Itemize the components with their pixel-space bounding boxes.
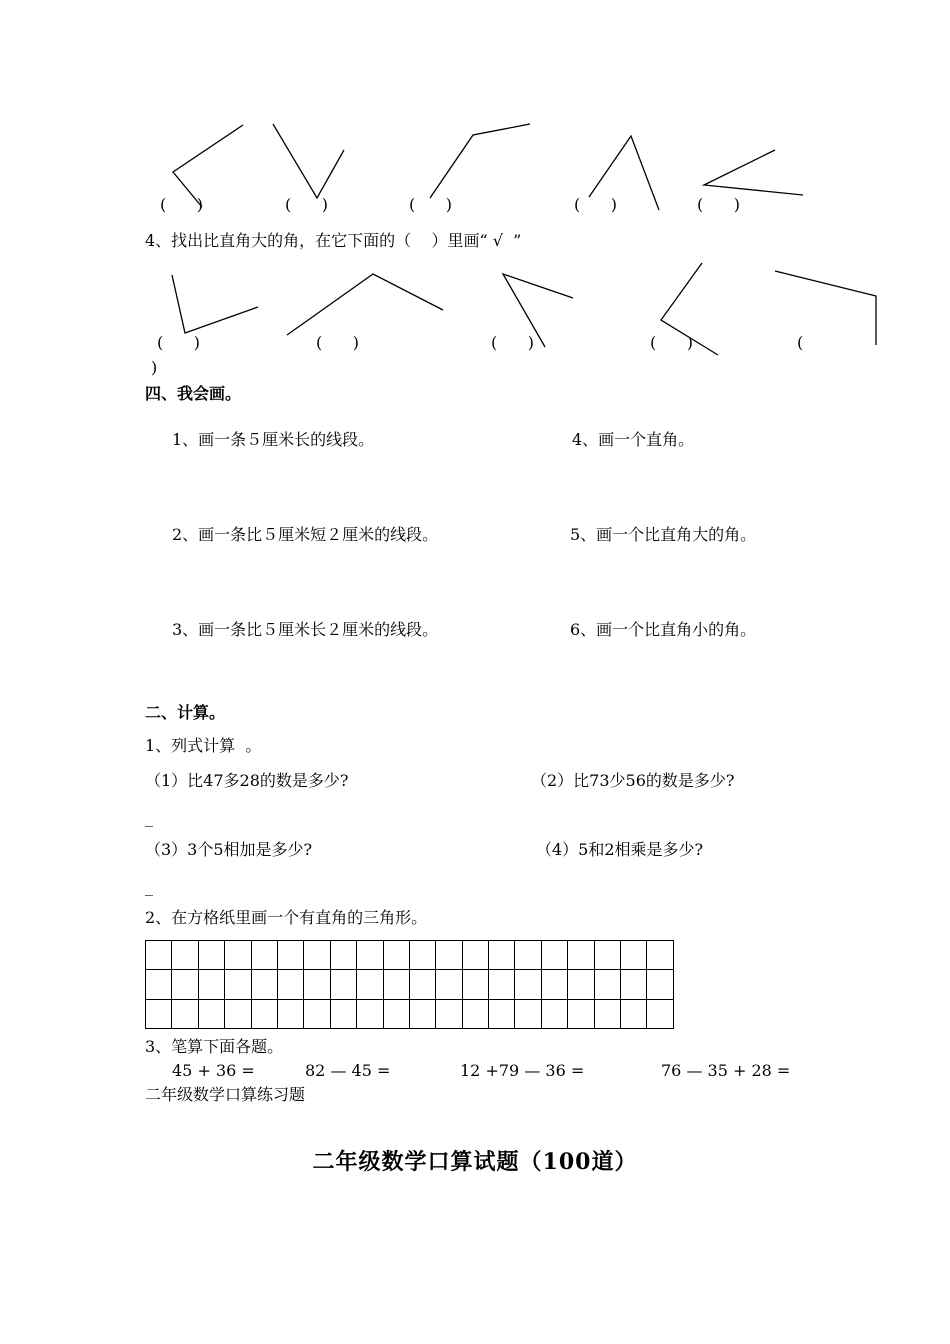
grid-cell[interactable] [541, 999, 567, 1028]
calc-subtitle-3: 3、笔算下面各题。 [145, 1037, 284, 1056]
draw-item: 5、画一个比直角大的角。 [570, 525, 757, 544]
grid-cell[interactable] [568, 999, 594, 1028]
answer-paren: ( ) [697, 195, 740, 214]
angle-figure-5 [704, 150, 803, 195]
section-title-calc: 二、计算。 [145, 703, 226, 722]
grid-cell[interactable] [436, 941, 462, 970]
draw-item: 6、画一个比直角小的角。 [570, 620, 757, 639]
answer-paren: ( ) [409, 195, 452, 214]
grid-cell[interactable] [515, 941, 541, 970]
answer-paren: ( ) [316, 333, 359, 352]
grid-cell[interactable] [489, 999, 515, 1028]
answer-dash: _ [145, 877, 153, 896]
answer-paren: ( ) [650, 333, 693, 352]
grid-cell[interactable] [357, 999, 383, 1028]
grid-cell[interactable] [489, 970, 515, 999]
grid-cell[interactable] [621, 941, 647, 970]
grid-cell[interactable] [251, 941, 277, 970]
calc-subtitle-2: 2、在方格纸里画一个有直角的三角形。 [145, 908, 428, 927]
written-problem: 45 + 36 = [172, 1061, 255, 1080]
grid-cell[interactable] [304, 999, 330, 1028]
grid-cell[interactable] [515, 999, 541, 1028]
grid-cell[interactable] [146, 970, 172, 999]
grid-cell[interactable] [225, 999, 251, 1028]
grid-cell[interactable] [409, 941, 435, 970]
angle-figure-3 [430, 124, 530, 198]
grid-cell[interactable] [225, 970, 251, 999]
grid-cell[interactable] [621, 970, 647, 999]
answer-paren-wrap: ) [151, 358, 158, 377]
grid-cell[interactable] [277, 970, 303, 999]
grid-cell[interactable] [568, 970, 594, 999]
grid-cell[interactable] [198, 941, 224, 970]
grid-cell[interactable] [251, 999, 277, 1028]
grid-cell[interactable] [383, 999, 409, 1028]
section-title-draw: 四、我会画。 [145, 384, 242, 403]
grid-cell[interactable] [357, 970, 383, 999]
angle-figure-6 [172, 275, 258, 333]
angle-figure-2 [273, 124, 344, 198]
calc-question: （2）比73少56的数是多少? [531, 771, 735, 790]
grid-cell[interactable] [172, 970, 198, 999]
grid-cell[interactable] [225, 941, 251, 970]
grid-cell[interactable] [541, 941, 567, 970]
question-4: 4、找出比直角大的角，在它下面的（ ）里画“ √ ” [145, 231, 522, 250]
answer-paren: ( [797, 333, 804, 352]
answer-paren: ( ) [160, 195, 203, 214]
grid-cell[interactable] [594, 970, 620, 999]
grid-cell[interactable] [330, 999, 356, 1028]
grid-cell[interactable] [330, 941, 356, 970]
grid-cell[interactable] [172, 941, 198, 970]
angle-figures [0, 0, 950, 380]
page-title: 二年级数学口算试题（100道） [312, 1149, 638, 1175]
grid-paper[interactable] [145, 940, 674, 1029]
written-problem: 76 — 35 + 28 = [661, 1061, 791, 1080]
grid-cell[interactable] [647, 970, 673, 999]
grid-cell[interactable] [383, 970, 409, 999]
calc-question: （1）比47多28的数是多少? [145, 771, 349, 790]
answer-paren: ( ) [157, 333, 200, 352]
grid-cell[interactable] [462, 941, 488, 970]
angle-figure-7 [287, 274, 443, 335]
grid-cell[interactable] [436, 970, 462, 999]
grid-cell[interactable] [462, 970, 488, 999]
calc-question: （3）3个5相加是多少? [145, 840, 313, 859]
grid-cell[interactable] [277, 941, 303, 970]
grid-cell[interactable] [198, 999, 224, 1028]
grid-cell[interactable] [568, 941, 594, 970]
grid-cell[interactable] [198, 970, 224, 999]
draw-item: 4、画一个直角。 [572, 430, 695, 449]
grid-cell[interactable] [251, 970, 277, 999]
written-problem: 12 +79 — 36 = [460, 1061, 585, 1080]
grid-cell[interactable] [462, 999, 488, 1028]
grid-cell[interactable] [330, 970, 356, 999]
grid-cell[interactable] [647, 941, 673, 970]
grid-cell[interactable] [647, 999, 673, 1028]
answer-paren: ( ) [574, 195, 617, 214]
answer-paren: ( ) [285, 195, 328, 214]
answer-dash: _ [145, 808, 153, 827]
angle-figure-10 [775, 271, 876, 345]
draw-item: 1、画一条５厘米长的线段。 [172, 430, 375, 449]
grid-cell[interactable] [541, 970, 567, 999]
calc-subtitle-1: 1、列式计算 。 [145, 736, 262, 755]
grid-cell[interactable] [594, 941, 620, 970]
grid-cell[interactable] [489, 941, 515, 970]
grid-cell[interactable] [409, 999, 435, 1028]
grid-cell[interactable] [515, 970, 541, 999]
grid-cell[interactable] [146, 941, 172, 970]
grid-cell[interactable] [172, 999, 198, 1028]
answer-paren: ( ) [491, 333, 534, 352]
draw-item: 3、画一条比５厘米长２厘米的线段。 [172, 620, 439, 639]
calc-question: （4）5和2相乘是多少? [536, 840, 704, 859]
grid-cell[interactable] [409, 970, 435, 999]
draw-item: 2、画一条比５厘米短２厘米的线段。 [172, 525, 439, 544]
grid-cell[interactable] [436, 999, 462, 1028]
footer-line: 二年级数学口算练习题 [145, 1085, 306, 1104]
grid-cell[interactable] [357, 941, 383, 970]
written-problem: 82 — 45 = [305, 1061, 391, 1080]
grid-cell[interactable] [277, 999, 303, 1028]
grid-cell[interactable] [304, 970, 330, 999]
grid-cell[interactable] [621, 999, 647, 1028]
grid-cell[interactable] [146, 999, 172, 1028]
grid-cell[interactable] [594, 999, 620, 1028]
grid-cell[interactable] [304, 941, 330, 970]
grid-cell[interactable] [383, 941, 409, 970]
